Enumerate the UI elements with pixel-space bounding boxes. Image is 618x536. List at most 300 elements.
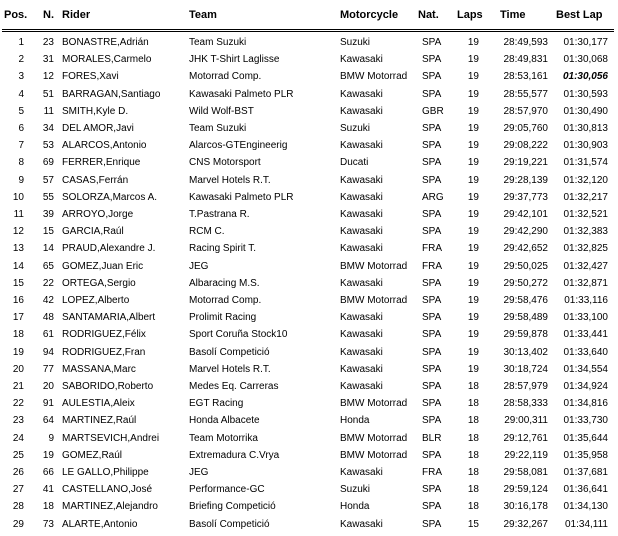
table-row xyxy=(0,104,618,121)
row-nat: GBR xyxy=(422,105,444,117)
row-laps: 19 xyxy=(467,226,479,238)
row-pos: 10 xyxy=(12,191,24,203)
table-row xyxy=(0,155,618,172)
row-best-lap: 01:30,056 xyxy=(562,71,608,83)
row-team: Team Motorrika xyxy=(189,432,258,444)
table-row xyxy=(0,396,618,413)
row-team: Kawasaki Palmeto PLR xyxy=(189,191,294,203)
row-time: 30:13,402 xyxy=(503,346,548,358)
row-team: RCM C. xyxy=(189,226,225,238)
row-rider: LE GALLO,Philippe xyxy=(62,467,149,478)
row-number: 9 xyxy=(48,432,54,444)
row-pos: 17 xyxy=(12,312,24,324)
table-row xyxy=(0,499,618,516)
row-best-lap: 01:34,924 xyxy=(563,381,608,392)
row-number: 41 xyxy=(42,484,54,496)
row-nat: SPA xyxy=(422,140,442,152)
row-nat: SPA xyxy=(422,329,442,341)
row-laps: 19 xyxy=(467,312,479,324)
row-best-lap: 01:30,068 xyxy=(563,54,608,66)
row-nat: SPA xyxy=(422,398,442,410)
row-best-lap: 01:33,640 xyxy=(563,346,608,358)
row-laps: 19 xyxy=(467,209,479,220)
row-number: 15 xyxy=(42,226,54,238)
row-team: Marvel Hotels R.T. xyxy=(189,363,271,375)
row-pos: 1 xyxy=(18,37,24,48)
row-pos: 20 xyxy=(12,363,24,375)
row-best-lap: 01:32,217 xyxy=(563,191,608,203)
row-pos: 29 xyxy=(12,518,24,530)
row-motorcycle: Kawasaki xyxy=(340,209,383,220)
row-rider: ALARCOS,Antonio xyxy=(62,140,147,152)
row-time: 29:42,290 xyxy=(503,226,548,238)
row-nat: SPA xyxy=(422,484,442,496)
row-rider: SABORIDO,Roberto xyxy=(62,381,154,392)
row-rider: GARCIA,Raúl xyxy=(62,226,124,238)
header-motorcycle: Motorcycle xyxy=(340,9,399,21)
header-time: Time xyxy=(500,9,526,21)
row-time: 28:49,593 xyxy=(503,37,548,48)
row-best-lap: 01:30,490 xyxy=(563,105,608,117)
row-number: 65 xyxy=(42,260,54,272)
row-rider: BONASTRE,Adrián xyxy=(62,37,149,48)
row-number: 57 xyxy=(42,174,54,186)
row-rider: FORES,Xavi xyxy=(62,71,119,83)
row-number: 19 xyxy=(42,449,54,461)
row-team: Team Suzuki xyxy=(189,37,247,48)
row-pos: 2 xyxy=(18,54,24,66)
row-team: Motorrad Comp. xyxy=(189,295,262,306)
row-team: Extremadura C.Vrya xyxy=(189,449,280,461)
table-row xyxy=(0,224,618,241)
row-nat: SPA xyxy=(422,71,442,83)
row-nat: SPA xyxy=(422,209,442,220)
row-team: Honda Albacete xyxy=(189,415,260,427)
row-nat: FRA xyxy=(422,243,442,255)
row-team: Kawasaki Palmeto PLR xyxy=(189,88,294,100)
row-best-lap: 01:33,441 xyxy=(563,329,608,341)
row-nat: SPA xyxy=(422,174,442,186)
row-laps: 18 xyxy=(467,398,479,410)
row-pos: 23 xyxy=(12,415,24,427)
row-laps: 19 xyxy=(467,277,479,289)
row-number: 42 xyxy=(42,295,54,306)
row-motorcycle: Ducati xyxy=(340,157,369,169)
table-row xyxy=(0,413,618,430)
row-number: 31 xyxy=(42,54,54,66)
row-rider: GOMEZ,Juan Eric xyxy=(62,260,144,272)
row-pos: 3 xyxy=(18,71,24,83)
row-motorcycle: Kawasaki xyxy=(340,105,383,117)
table-row xyxy=(0,465,618,482)
row-motorcycle: Kawasaki xyxy=(340,381,383,392)
row-nat: FRA xyxy=(422,260,442,272)
row-motorcycle: Suzuki xyxy=(340,37,371,48)
row-pos: 28 xyxy=(12,501,24,513)
row-laps: 18 xyxy=(467,432,479,444)
row-time: 29:00,311 xyxy=(504,415,548,427)
row-motorcycle: Kawasaki xyxy=(340,140,383,152)
row-number: 73 xyxy=(42,518,54,530)
row-laps: 15 xyxy=(467,518,479,530)
row-number: 48 xyxy=(42,312,54,324)
row-motorcycle: Kawasaki xyxy=(340,277,383,289)
row-nat: SPA xyxy=(422,277,442,289)
row-rider: ARROYO,Jorge xyxy=(62,209,134,220)
row-time: 29:58,476 xyxy=(503,295,548,306)
header-laps: Laps xyxy=(457,9,483,21)
row-nat: SPA xyxy=(422,381,442,392)
row-laps: 19 xyxy=(467,243,479,255)
row-team: Sport Coruña Stock10 xyxy=(189,329,288,341)
row-time: 28:49,831 xyxy=(503,54,548,66)
row-motorcycle: Kawasaki xyxy=(340,243,383,255)
row-nat: BLR xyxy=(422,432,442,444)
row-laps: 19 xyxy=(467,105,479,117)
row-motorcycle: Kawasaki xyxy=(340,518,383,530)
row-time: 29:12,761 xyxy=(503,432,548,444)
row-best-lap: 01:32,120 xyxy=(563,174,608,186)
row-motorcycle: Kawasaki xyxy=(340,467,383,478)
row-rider: MARTINEZ,Alejandro xyxy=(62,501,158,513)
row-number: 39 xyxy=(42,209,54,220)
row-time: 29:50,272 xyxy=(503,277,548,289)
table-row xyxy=(0,52,618,69)
row-time: 30:16,178 xyxy=(503,501,548,513)
row-motorcycle: Suzuki xyxy=(340,484,371,496)
row-laps: 18 xyxy=(467,449,479,461)
row-number: 22 xyxy=(42,277,54,289)
row-rider: LOPEZ,Alberto xyxy=(62,295,130,306)
row-best-lap: 01:36,641 xyxy=(563,484,608,496)
row-time: 28:53,161 xyxy=(503,71,548,83)
row-nat: SPA xyxy=(422,123,442,134)
row-number: 14 xyxy=(42,243,54,255)
table-row xyxy=(0,190,618,207)
row-time: 28:58,333 xyxy=(503,398,548,410)
row-motorcycle: BMW Motorrad xyxy=(340,71,408,83)
row-team: EGT Racing xyxy=(189,398,244,410)
row-laps: 19 xyxy=(467,295,479,306)
row-best-lap: 01:32,825 xyxy=(563,243,608,255)
table-row xyxy=(0,138,618,155)
row-team: Basolí Competició xyxy=(189,346,270,358)
row-nat: SPA xyxy=(422,54,442,66)
row-laps: 19 xyxy=(467,37,479,48)
row-nat: FRA xyxy=(422,467,442,478)
row-rider: FERRER,Enrique xyxy=(62,157,141,169)
row-best-lap: 01:34,554 xyxy=(563,363,608,375)
row-pos: 19 xyxy=(12,346,24,358)
row-pos: 13 xyxy=(12,243,24,255)
row-time: 29:42,652 xyxy=(503,243,548,255)
row-best-lap: 01:33,100 xyxy=(563,312,608,324)
row-best-lap: 01:33,730 xyxy=(563,415,608,427)
row-time: 29:08,222 xyxy=(503,140,548,152)
row-laps: 18 xyxy=(467,467,479,478)
row-pos: 25 xyxy=(12,449,24,461)
row-pos: 27 xyxy=(12,484,24,496)
row-nat: SPA xyxy=(422,157,442,169)
row-rider: MARTINEZ,Raúl xyxy=(62,415,137,427)
header-rule-bottom xyxy=(2,31,614,32)
table-row xyxy=(0,276,618,293)
row-best-lap: 01:35,644 xyxy=(563,432,608,444)
row-pos: 8 xyxy=(18,157,24,169)
table-row xyxy=(0,293,618,310)
row-laps: 19 xyxy=(467,88,479,100)
row-rider: SOLORZA,Marcos A. xyxy=(62,191,158,203)
row-motorcycle: BMW Motorrad xyxy=(340,432,408,444)
row-pos: 11 xyxy=(13,209,24,220)
row-pos: 15 xyxy=(12,277,24,289)
row-best-lap: 01:32,383 xyxy=(563,226,608,238)
row-rider: ALARTE,Antonio xyxy=(62,518,138,530)
row-number: 64 xyxy=(42,415,54,427)
row-motorcycle: Kawasaki xyxy=(340,226,383,238)
row-time: 28:57,970 xyxy=(503,105,548,117)
row-motorcycle: BMW Motorrad xyxy=(340,449,408,461)
table-row xyxy=(0,173,618,190)
table-row xyxy=(0,482,618,499)
row-best-lap: 01:37,681 xyxy=(563,467,608,478)
table-row xyxy=(0,310,618,327)
row-number: 94 xyxy=(42,346,54,358)
row-team: JEG xyxy=(189,260,209,272)
row-laps: 19 xyxy=(467,54,479,66)
row-best-lap: 01:34,816 xyxy=(563,398,608,410)
row-laps: 19 xyxy=(467,363,479,375)
row-best-lap: 01:30,593 xyxy=(563,88,608,100)
row-laps: 19 xyxy=(467,140,479,152)
row-rider: ORTEGA,Sergio xyxy=(62,277,136,289)
row-rider: GOMEZ,Raúl xyxy=(62,449,123,461)
table-row xyxy=(0,345,618,362)
row-laps: 18 xyxy=(467,381,479,392)
row-pos: 6 xyxy=(18,123,24,134)
row-best-lap: 01:30,177 xyxy=(563,37,608,48)
row-best-lap: 01:33,116 xyxy=(564,295,608,306)
row-team: Wild Wolf-BST xyxy=(189,105,254,117)
row-number: 11 xyxy=(43,105,54,117)
row-best-lap: 01:31,574 xyxy=(563,157,608,169)
row-motorcycle: Kawasaki xyxy=(340,363,383,375)
row-rider: AULESTIA,Aleix xyxy=(62,398,135,410)
row-best-lap: 01:32,871 xyxy=(563,277,608,289)
row-number: 12 xyxy=(42,71,54,83)
row-number: 34 xyxy=(42,123,54,134)
row-time: 28:55,577 xyxy=(503,88,548,100)
row-time: 29:22,119 xyxy=(504,449,548,461)
row-team: Prolimit Racing xyxy=(189,312,257,324)
table-row xyxy=(0,327,618,344)
row-pos: 24 xyxy=(12,432,24,444)
row-team: CNS Motorsport xyxy=(189,157,261,169)
row-rider: MARTSEVICH,Andrei xyxy=(62,432,160,444)
row-number: 91 xyxy=(42,398,54,410)
row-nat: SPA xyxy=(422,226,442,238)
row-number: 23 xyxy=(42,37,54,48)
row-pos: 9 xyxy=(18,174,24,186)
row-nat: SPA xyxy=(422,449,442,461)
row-nat: ARG xyxy=(422,191,444,203)
header-rider: Rider xyxy=(62,9,91,21)
header-nat: Nat. xyxy=(418,9,439,21)
row-team: Marvel Hotels R.T. xyxy=(189,174,271,186)
row-number: 53 xyxy=(42,140,54,152)
table-row xyxy=(0,69,618,86)
row-pos: 4 xyxy=(18,88,24,100)
row-team: Briefing Competició xyxy=(189,501,276,513)
row-best-lap: 01:30,903 xyxy=(563,140,608,152)
row-team: T.Pastrana R. xyxy=(189,209,250,220)
row-team: Albaracing M.S. xyxy=(189,277,260,289)
row-laps: 18 xyxy=(467,484,479,496)
row-team: JEG xyxy=(189,467,209,478)
row-laps: 19 xyxy=(467,191,479,203)
row-number: 20 xyxy=(42,381,54,392)
row-rider: PRAUD,Alexandre J. xyxy=(62,243,156,255)
row-number: 66 xyxy=(42,467,54,478)
row-number: 51 xyxy=(42,88,54,100)
row-rider: MORALES,Carmelo xyxy=(62,54,152,66)
table-row xyxy=(0,87,618,104)
table-row xyxy=(0,362,618,379)
row-time: 29:32,267 xyxy=(503,518,548,530)
row-team: Basolí Competició xyxy=(189,518,270,530)
row-time: 29:58,081 xyxy=(503,467,548,478)
table-row xyxy=(0,121,618,138)
row-time: 29:05,760 xyxy=(503,123,548,134)
row-laps: 18 xyxy=(467,501,479,513)
row-time: 29:50,025 xyxy=(503,260,548,272)
row-motorcycle: Kawasaki xyxy=(340,329,383,341)
row-motorcycle: Kawasaki xyxy=(340,54,383,66)
row-nat: SPA xyxy=(422,363,442,375)
row-rider: MASSANA,Marc xyxy=(62,363,136,375)
row-time: 29:28,139 xyxy=(503,174,548,186)
row-pos: 18 xyxy=(12,329,24,341)
row-time: 29:59,124 xyxy=(503,484,548,496)
row-motorcycle: Suzuki xyxy=(340,123,371,134)
row-team: Performance-GC xyxy=(189,484,265,496)
table-row xyxy=(0,448,618,465)
row-rider: RODRIGUEZ,Félix xyxy=(62,329,146,341)
table-row xyxy=(0,259,618,276)
row-pos: 5 xyxy=(18,105,24,117)
table-row xyxy=(0,207,618,224)
row-team: Motorrad Comp. xyxy=(189,71,262,83)
row-time: 28:57,979 xyxy=(503,381,548,392)
table-row xyxy=(0,241,618,258)
row-laps: 19 xyxy=(467,71,479,83)
row-best-lap: 01:30,813 xyxy=(563,123,608,134)
row-best-lap: 01:32,521 xyxy=(563,209,608,220)
row-motorcycle: Kawasaki xyxy=(340,88,383,100)
table-header xyxy=(0,0,618,26)
header-rule-top xyxy=(2,29,614,30)
row-pos: 7 xyxy=(18,140,24,152)
row-pos: 22 xyxy=(12,398,24,410)
row-nat: SPA xyxy=(422,346,442,358)
row-rider: BARRAGAN,Santiago xyxy=(62,88,161,100)
row-best-lap: 01:32,427 xyxy=(563,260,608,272)
row-nat: SPA xyxy=(422,518,442,530)
row-nat: SPA xyxy=(422,37,442,48)
row-team: Racing Spirit T. xyxy=(189,243,257,255)
row-time: 29:19,221 xyxy=(503,157,548,169)
row-motorcycle: Kawasaki xyxy=(340,191,383,203)
row-team: JHK T-Shirt Laglisse xyxy=(189,54,280,66)
header-pos: Pos. xyxy=(4,9,28,21)
row-number: 77 xyxy=(42,363,54,375)
table-row xyxy=(0,431,618,448)
row-number: 69 xyxy=(42,157,54,169)
row-time: 29:37,773 xyxy=(503,191,548,203)
row-motorcycle: Honda xyxy=(340,501,370,513)
row-team: Team Suzuki xyxy=(189,123,247,134)
row-laps: 18 xyxy=(467,415,479,427)
row-number: 55 xyxy=(42,191,54,203)
row-motorcycle: BMW Motorrad xyxy=(340,398,408,410)
row-laps: 19 xyxy=(467,329,479,341)
header-best-lap: Best Lap xyxy=(556,9,603,21)
row-best-lap: 01:35,958 xyxy=(563,449,608,461)
row-laps: 19 xyxy=(467,123,479,134)
row-laps: 19 xyxy=(467,346,479,358)
row-time: 29:59,878 xyxy=(503,329,548,341)
header-team: Team xyxy=(189,9,217,21)
row-best-lap: 01:34,111 xyxy=(564,518,608,530)
table-row xyxy=(0,517,618,534)
row-laps: 19 xyxy=(467,174,479,186)
row-nat: SPA xyxy=(422,415,442,427)
row-laps: 19 xyxy=(467,260,479,272)
row-laps: 19 xyxy=(467,157,479,169)
row-pos: 16 xyxy=(12,295,24,306)
row-pos: 12 xyxy=(12,226,24,238)
row-number: 61 xyxy=(42,329,54,341)
row-nat: SPA xyxy=(422,295,442,306)
row-rider: CASAS,Ferrán xyxy=(62,174,129,186)
row-team: Alarcos-GTEngineerig xyxy=(189,140,288,152)
row-nat: SPA xyxy=(422,312,442,324)
row-team: Medes Eq. Carreras xyxy=(189,381,279,392)
row-motorcycle: Kawasaki xyxy=(340,346,383,358)
row-motorcycle: Kawasaki xyxy=(340,174,383,186)
row-rider: SANTAMARIA,Albert xyxy=(62,312,156,324)
row-motorcycle: Honda xyxy=(340,415,370,427)
row-time: 30:18,724 xyxy=(503,363,548,375)
row-best-lap: 01:34,130 xyxy=(563,501,608,513)
row-motorcycle: BMW Motorrad xyxy=(340,295,408,306)
row-motorcycle: BMW Motorrad xyxy=(340,260,408,272)
row-rider: DEL AMOR,Javi xyxy=(62,123,134,134)
row-pos: 21 xyxy=(12,381,24,392)
row-rider: RODRIGUEZ,Fran xyxy=(62,346,146,358)
row-pos: 26 xyxy=(12,467,24,478)
row-time: 29:42,101 xyxy=(503,209,548,220)
row-nat: SPA xyxy=(422,88,442,100)
row-number: 18 xyxy=(42,501,54,513)
row-nat: SPA xyxy=(422,501,442,513)
header-number: N. xyxy=(43,9,54,21)
row-motorcycle: Kawasaki xyxy=(340,312,383,324)
row-rider: SMITH,Kyle D. xyxy=(62,105,129,117)
table-row xyxy=(0,35,618,52)
row-rider: CASTELLANO,José xyxy=(62,484,153,496)
row-pos: 14 xyxy=(12,260,24,272)
